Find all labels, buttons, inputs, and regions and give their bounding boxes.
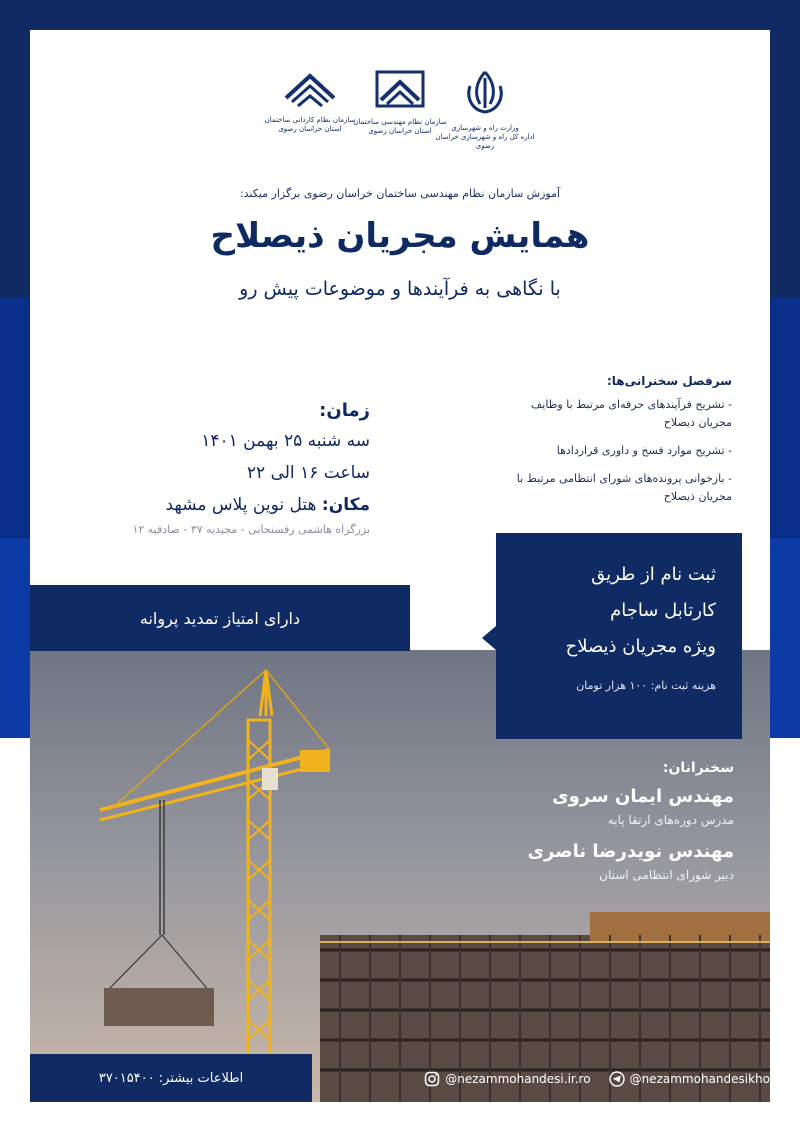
topics-block [500,372,732,516]
speaker-name: مهندس ایمان سروی [552,786,734,807]
event-date: سه شنبه ۲۵ بهمن ۱۴۰۱ [201,431,370,451]
time-label: زمان: [319,400,370,421]
registration-line: ویژه مجریان ذیصلاح [565,636,716,657]
ministry-logo-caption: وزارت راه و شهرسازی اداره کل راه و شهرسازی خراسان رضوی [435,124,535,150]
poster-card [30,30,770,1102]
registration-line: ثبت نام از طریق [591,564,716,585]
place-label: مکان: [321,495,370,515]
topics-heading: سرفصل سخنرانی‌ها: [606,374,732,388]
topic-item: - بازخوانی پرونده‌های شورای انتظامی مرتبط با مجریان ذیصلاح [516,472,732,503]
license-badge: دارای امتیاز تمدید پروانه [30,585,410,651]
telegram-link[interactable] [609,1071,770,1087]
registration-line: کارتابل ساجام [610,600,716,621]
intro-text: آموزش سازمان نظام مهندسی ساختمان خراسان رضوی برگزار میکند: [239,187,561,200]
technicians-org-logo [255,68,365,134]
schedule-block [70,400,370,536]
topic-item: - تشریح فرآیندهای حرفه‌ای مرتبط با وظایف مجریان ذیصلاح [530,398,732,429]
logos-row [30,68,770,178]
registration-box [496,533,742,739]
emblem-icon [462,68,508,116]
instagram-icon [424,1071,440,1087]
place-address: بزرگراه هاشمی رفسنجانی - مجیدیه ۳۷ - صادقیه ۱۲ [132,523,370,536]
topic-item: - تشریح موارد فسخ و داوری قراردادها [556,444,732,457]
event-subtitle: با نگاهی به فرآیندها و موضوعات پیش رو [239,278,561,300]
place-name: هتل نوین پلاس مشهد [165,495,317,515]
instagram-handle: @nezammohandesi.ir.ro [445,1072,591,1086]
speakers-block [430,760,734,896]
place-line [70,495,370,515]
technicians-org-caption: سازمان نظام کاردانی ساختمان استان خراسان رضوی [264,116,356,133]
instagram-link[interactable] [424,1071,590,1087]
event-title: همایش مجریان ذیصلاح [210,216,590,256]
event-hours: ساعت ۱۶ الی ۲۲ [246,463,370,483]
telegram-handle: @nezammohandesikho [629,1072,770,1086]
registration-fee: هزینه ثبت نام: ۱۰۰ هزار تومان [576,679,716,692]
speaker-role: دبیر شورای انتظامی استان [599,868,734,882]
registration-pointer [482,626,496,650]
house-logo-icon [373,68,427,110]
speaker-name: مهندس نویدرضا ناصری [527,841,734,862]
roof-logo-icon [282,68,338,108]
speaker-role: مدرس دوره‌های ارتقا پایه [607,813,734,827]
telegram-icon [609,1071,625,1087]
contact-info: اطلاعات بیشتر: ۳۷۰۱۵۴۰۰ [30,1054,312,1102]
speakers-heading: سخنرانان: [662,760,734,776]
engineering-org-caption: سازمان نظام مهندسی ساختمان استان خراسان رضوی [353,118,447,135]
social-links [360,1056,770,1102]
